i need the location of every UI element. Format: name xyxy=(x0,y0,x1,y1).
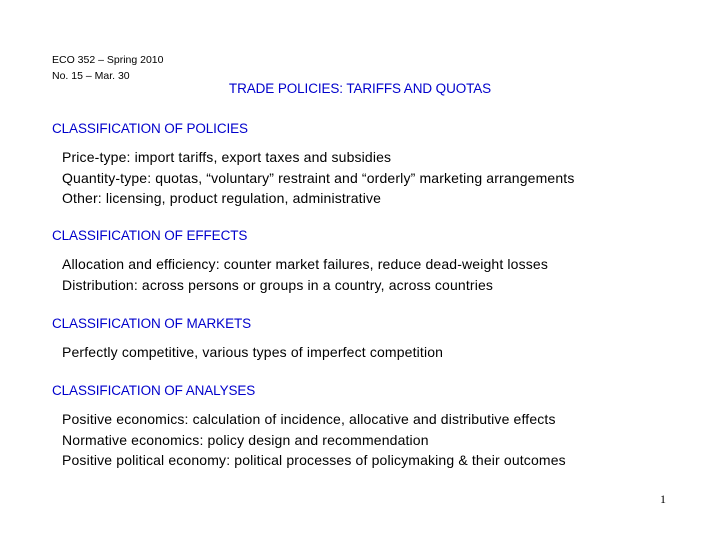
course-info: ECO 352 – Spring 2010 xyxy=(52,54,164,66)
section-body-markets xyxy=(62,342,443,363)
page-number: 1 xyxy=(660,492,666,506)
section-heading-effects: CLASSIFICATION OF EFFECTS xyxy=(52,228,248,243)
slide-title: TRADE POLICIES: TARIFFS AND QUOTAS xyxy=(228,81,492,96)
body-line: Price-type: import tariffs, export taxes and subsidies xyxy=(62,149,392,165)
body-line: Quantity-type: quotas, “voluntary” restraint and “orderly” marketing arrangements xyxy=(62,169,575,186)
body-line: Positive political economy: political processes of policymaking & their outcomes xyxy=(62,452,566,468)
body-line: Allocation and efficiency: counter market failures, reduce dead-weight losses xyxy=(62,256,548,272)
section-heading-analyses: CLASSIFICATION OF ANALYSES xyxy=(52,383,256,398)
body-line: Perfectly competitive, various types of imperfect competition xyxy=(62,344,444,360)
section-body-analyses xyxy=(62,409,566,471)
body-line: Positive economics: calculation of incidence, allocative and distributive effects xyxy=(62,411,556,427)
section-heading-markets: CLASSIFICATION OF MARKETS xyxy=(52,316,252,331)
section-body-policies xyxy=(62,147,574,209)
lecture-info: No. 15 – Mar. 30 xyxy=(52,70,130,82)
body-line: Normative economics: policy design and recommendation xyxy=(62,431,429,448)
section-body-effects xyxy=(62,254,548,295)
body-line: Distribution: across persons or groups in a country, across countries xyxy=(62,276,494,293)
course-header xyxy=(52,52,164,84)
body-line: Other: licensing, product regulation, administrative xyxy=(62,190,382,206)
section-heading-policies: CLASSIFICATION OF POLICIES xyxy=(52,121,248,136)
